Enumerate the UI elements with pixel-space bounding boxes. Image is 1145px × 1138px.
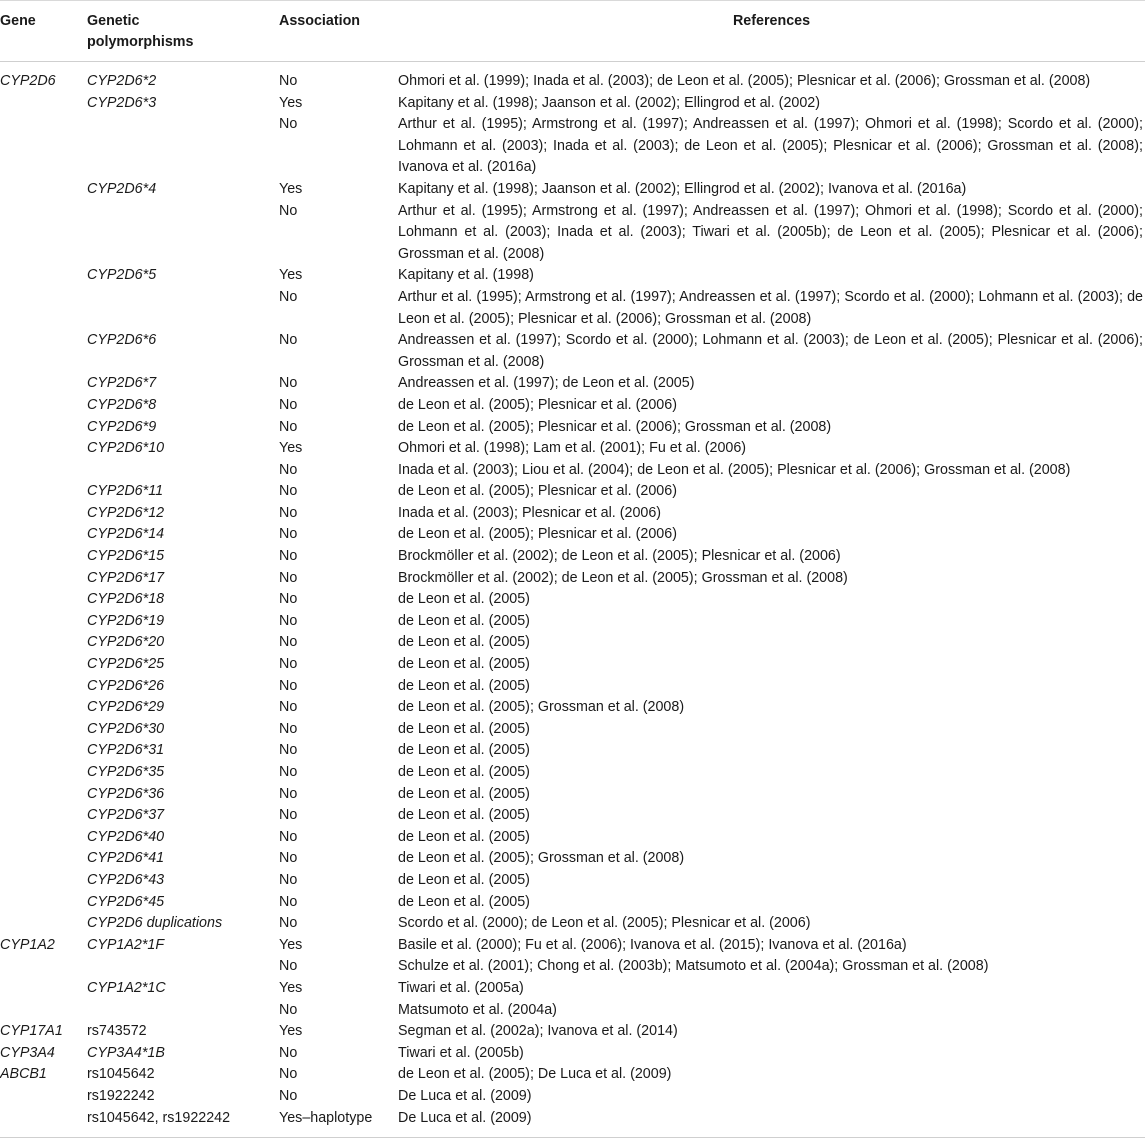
references-cell: de Leon et al. (2005); Plesnicar et al. (2006); Grossman et al. (2008) <box>398 418 832 435</box>
references-cell: Inada et al. (2003); Liou et al. (2004); de Leon et al. (2005); Plesnicar et al. (2006); Grossman et al. (2008) <box>398 461 1071 478</box>
association-cell: No <box>279 915 298 932</box>
table-row <box>0 762 1145 784</box>
gene-cell <box>0 460 87 482</box>
polymorphism-cell: CYP2D6*26 <box>87 677 165 694</box>
association-cell: Yes <box>279 180 303 197</box>
association-cell: Yes <box>279 440 303 457</box>
gene-cell <box>0 740 87 762</box>
references-cell: Kapitany et al. (1998); Jaanson et al. (2002); Ellingrod et al. (2002) <box>398 94 821 111</box>
polymorphism-cell: CYP2D6*10 <box>87 440 165 457</box>
polymorphism-cell: CYP2D6*7 <box>87 375 157 392</box>
association-cell: No <box>279 288 298 305</box>
association-cell: No <box>279 591 298 608</box>
table-row <box>0 1043 1145 1065</box>
gene-cell <box>0 827 87 849</box>
references-cell: de Leon et al. (2005); Grossman et al. (2008) <box>398 850 685 867</box>
table-row <box>0 460 1145 482</box>
association-cell: No <box>279 1087 298 1104</box>
references-cell: de Leon et al. (2005) <box>398 828 530 845</box>
gene-cell: CYP2D6 <box>0 73 56 89</box>
association-cell: Yes <box>279 267 303 284</box>
gene-cell <box>0 568 87 590</box>
association-cell: No <box>279 656 298 673</box>
header-polymorphism <box>87 1 279 62</box>
table-row <box>0 114 1145 179</box>
table-row <box>0 654 1145 676</box>
gene-cell <box>0 848 87 870</box>
references-cell: Ohmori et al. (1999); Inada et al. (2003); de Leon et al. (2005); Plesnicar et al. (2006); Grossman et al. (2008) <box>398 73 1091 89</box>
table-row <box>0 978 1145 1000</box>
association-cell: No <box>279 418 298 435</box>
table-row <box>0 201 1145 266</box>
polymorphism-cell: CYP2D6*6 <box>87 332 157 349</box>
polymorphism-cell: CYP2D6*3 <box>87 94 157 111</box>
association-cell: No <box>279 332 298 349</box>
association-cell: No <box>279 958 298 975</box>
table-row <box>0 913 1145 935</box>
association-cell: No <box>279 828 298 845</box>
table-row <box>0 568 1145 590</box>
polymorphism-cell: CYP2D6 duplications <box>87 915 223 932</box>
table-row <box>0 395 1145 417</box>
gene-cell <box>0 870 87 892</box>
gene-cell <box>0 93 87 115</box>
gene-cell <box>0 438 87 460</box>
table-row <box>0 373 1145 395</box>
polymorphism-cell: CYP2D6*40 <box>87 828 165 845</box>
polymorphism-cell: CYP2D6*37 <box>87 807 165 824</box>
references-cell: Matsumoto et al. (2004a) <box>398 1001 557 1018</box>
polymorphism-cell: CYP2D6*29 <box>87 699 165 716</box>
table-row <box>0 805 1145 827</box>
table-row <box>0 697 1145 719</box>
association-cell: No <box>279 850 298 867</box>
gene-cell <box>0 589 87 611</box>
gene-cell: CYP3A4 <box>0 1044 55 1061</box>
polymorphism-cell: CYP2D6*12 <box>87 504 165 521</box>
association-cell: No <box>279 1001 298 1018</box>
gene-cell: CYP17A1 <box>0 1023 63 1040</box>
association-cell: No <box>279 526 298 543</box>
table-row <box>0 179 1145 201</box>
gene-cell: CYP1A2 <box>0 936 55 953</box>
references-cell: de Leon et al. (2005) <box>398 893 530 910</box>
gene-cell <box>0 201 87 266</box>
association-cell: Yes <box>279 936 303 953</box>
table-row <box>0 1108 1145 1138</box>
polymorphism-cell <box>87 460 279 482</box>
gene-cell <box>0 503 87 525</box>
references-cell: Kapitany et al. (1998); Jaanson et al. (2002); Ellingrod et al. (2002); Ivanova et al. (2016a) <box>398 180 967 197</box>
polymorphism-cell: CYP2D6*25 <box>87 656 165 673</box>
polymorphism-cell <box>87 1000 279 1022</box>
association-cell: No <box>279 461 298 478</box>
polymorphism-cell: CYP2D6*17 <box>87 569 165 586</box>
gene-cell <box>0 1000 87 1022</box>
header-polymorphism-label: Genetic polymorphisms <box>87 13 194 50</box>
gene-cell <box>0 1086 87 1108</box>
polymorphism-cell <box>87 956 279 978</box>
header-association: Association <box>279 1 398 62</box>
association-cell: No <box>279 116 298 133</box>
polymorphism-cell: CYP2D6*30 <box>87 720 165 737</box>
table-row <box>0 784 1145 806</box>
polymorphism-cell: CYP1A2*1F <box>87 936 165 953</box>
gene-cell <box>0 524 87 546</box>
references-cell: de Leon et al. (2005) <box>398 785 530 802</box>
table-row <box>0 892 1145 914</box>
table-row <box>0 1000 1145 1022</box>
polymorphism-cell: CYP2D6*18 <box>87 591 165 608</box>
association-cell: No <box>279 720 298 737</box>
association-cell: No <box>279 483 298 500</box>
association-cell: No <box>279 1066 298 1083</box>
table-row <box>0 1064 1145 1086</box>
association-cell: No <box>279 612 298 629</box>
table-row <box>0 611 1145 633</box>
references-cell: Andreassen et al. (1997); Scordo et al. (2000); Lohmann et al. (2003); de Leon et al. (2005); Plesnicar et al. (2006); Grossman et al. (2008) <box>398 332 1143 370</box>
polymorphism-cell: CYP2D6*15 <box>87 548 165 565</box>
gene-cell <box>0 395 87 417</box>
gene-cell <box>0 632 87 654</box>
gene-cell <box>0 287 87 330</box>
gene-cell <box>0 762 87 784</box>
association-cell: No <box>279 73 298 89</box>
gene-cell <box>0 373 87 395</box>
table-row <box>0 265 1145 287</box>
association-cell: No <box>279 202 298 219</box>
references-cell: Kapitany et al. (1998) <box>398 267 534 284</box>
references-cell: de Leon et al. (2005); Plesnicar et al. (2006) <box>398 526 677 543</box>
table-row <box>0 503 1145 525</box>
polymorphism-cell: CYP2D6*43 <box>87 871 165 888</box>
association-cell: No <box>279 375 298 392</box>
references-cell: Arthur et al. (1995); Armstrong et al. (1997); Andreassen et al. (1997); Scordo et al. (2000); Lohmann et al. (2003); de Leon et al. (2005); Plesnicar et al. (2006); Grossman et al. (2008) <box>398 288 1143 327</box>
polymorphism-cell: CYP1A2*1C <box>87 979 166 996</box>
association-cell: No <box>279 785 298 802</box>
table-row <box>0 62 1145 93</box>
table-row <box>0 827 1145 849</box>
association-cell: No <box>279 396 298 413</box>
table-row <box>0 438 1145 460</box>
polymorphism-cell <box>87 114 279 179</box>
gene-cell <box>0 654 87 676</box>
gene-cell <box>0 676 87 698</box>
references-cell: de Leon et al. (2005) <box>398 612 530 629</box>
references-cell: de Leon et al. (2005) <box>398 742 530 759</box>
references-cell: de Leon et al. (2005) <box>398 634 530 651</box>
table-row <box>0 481 1145 503</box>
association-cell: No <box>279 699 298 716</box>
polymorphism-cell <box>87 287 279 330</box>
polymorphism-cell: rs1045642 <box>87 1066 155 1083</box>
references-cell: de Leon et al. (2005); Grossman et al. (2008) <box>398 699 685 716</box>
gene-cell <box>0 611 87 633</box>
references-cell: de Leon et al. (2005) <box>398 591 530 608</box>
references-cell: de Leon et al. (2005) <box>398 677 530 694</box>
polymorphism-cell: CYP2D6*41 <box>87 850 165 867</box>
gene-cell <box>0 1108 87 1138</box>
header-row <box>0 1 1145 62</box>
table-row <box>0 956 1145 978</box>
references-cell: Schulze et al. (2001); Chong et al. (2003b); Matsumoto et al. (2004a); Grossman et al. (2008) <box>398 958 989 975</box>
references-cell: de Leon et al. (2005); Plesnicar et al. (2006) <box>398 483 677 500</box>
references-cell: de Leon et al. (2005) <box>398 720 530 737</box>
association-cell: No <box>279 504 298 521</box>
gene-cell <box>0 697 87 719</box>
gene-cell <box>0 114 87 179</box>
gene-cell <box>0 417 87 439</box>
polymorphism-cell: CYP2D6*9 <box>87 418 157 435</box>
table-row <box>0 546 1145 568</box>
polymorphism-cell: CYP2D6*35 <box>87 764 165 780</box>
polymorphism-cell: CYP2D6*8 <box>87 396 157 413</box>
references-cell: Ohmori et al. (1998); Lam et al. (2001); Fu et al. (2006) <box>398 440 747 457</box>
references-cell: De Luca et al. (2009) <box>398 1087 532 1104</box>
polymorphism-cell: CYP2D6*2 <box>87 73 157 89</box>
association-cell: No <box>279 677 298 694</box>
polymorphism-cell: CYP2D6*19 <box>87 612 165 629</box>
references-cell: Brockmöller et al. (2002); de Leon et al. (2005); Grossman et al. (2008) <box>398 569 848 586</box>
table-header <box>0 1 1145 62</box>
table-row <box>0 1086 1145 1108</box>
gene-cell <box>0 481 87 503</box>
table-row <box>0 524 1145 546</box>
references-cell: de Leon et al. (2005) <box>398 764 530 780</box>
gene-cell <box>0 913 87 935</box>
references-cell: Tiwari et al. (2005b) <box>398 1044 524 1061</box>
gene-cell <box>0 719 87 741</box>
association-cell: No <box>279 807 298 824</box>
table-body <box>0 62 1145 1138</box>
table-row <box>0 589 1145 611</box>
references-cell: Basile et al. (2000); Fu et al. (2006); Ivanova et al. (2015); Ivanova et al. (2016a) <box>398 936 907 953</box>
gene-cell <box>0 179 87 201</box>
polymorphism-cell: CYP3A4*1B <box>87 1044 165 1061</box>
association-cell: Yes <box>279 979 303 996</box>
association-cell: Yes <box>279 1023 303 1040</box>
gene-cell <box>0 784 87 806</box>
header-gene: Gene <box>0 1 87 62</box>
polymorphism-cell: CYP2D6*45 <box>87 893 165 910</box>
references-cell: Arthur et al. (1995); Armstrong et al. (1997); Andreassen et al. (1997); Ohmori et al. (1998); Scordo et al. (2000); Lohmann et al. (2003); Inada et al. (2003); Tiwari et al. (2005b); de Leon et al. (2005); Plesnicar et al. (2006); Grossman et al. (2008) <box>398 202 1143 262</box>
polymorphism-cell: CYP2D6*4 <box>87 180 157 197</box>
association-cell: Yes <box>279 94 303 111</box>
references-cell: de Leon et al. (2005); De Luca et al. (2009) <box>398 1066 672 1083</box>
table-row <box>0 1021 1145 1043</box>
references-cell: Inada et al. (2003); Plesnicar et al. (2006) <box>398 504 662 521</box>
table-row <box>0 330 1145 373</box>
table-row <box>0 935 1145 957</box>
table-row <box>0 676 1145 698</box>
references-cell: de Leon et al. (2005) <box>398 807 530 824</box>
gene-cell <box>0 546 87 568</box>
references-cell: de Leon et al. (2005); Plesnicar et al. (2006) <box>398 396 677 413</box>
gene-cell <box>0 892 87 914</box>
gene-cell <box>0 265 87 287</box>
association-cell: Yes–haplotype <box>279 1108 398 1138</box>
references-cell: Arthur et al. (1995); Armstrong et al. (1997); Andreassen et al. (1997); Ohmori et al. (1998); Scordo et al. (2000); Lohmann et al. (2003); Inada et al. (2003); de Leon et al. (2005); Plesnicar et al. (2006); Grossman et al. (2008); Ivanova et al. (2016a) <box>398 116 1143 176</box>
association-cell: No <box>279 1044 298 1061</box>
polymorphism-cell: CYP2D6*14 <box>87 526 165 543</box>
table-row <box>0 740 1145 762</box>
references-cell: Brockmöller et al. (2002); de Leon et al. (2005); Plesnicar et al. (2006) <box>398 548 841 565</box>
association-cell: No <box>279 634 298 651</box>
table-row <box>0 287 1145 330</box>
references-cell: Segman et al. (2002a); Ivanova et al. (2014) <box>398 1023 678 1040</box>
association-cell: No <box>279 742 298 759</box>
references-cell: de Leon et al. (2005) <box>398 871 530 888</box>
polymorphism-cell <box>87 201 279 266</box>
polymorphism-cell: rs1922242 <box>87 1087 155 1104</box>
references-cell: de Leon et al. (2005) <box>398 656 530 673</box>
gene-cell <box>0 978 87 1000</box>
gene-cell <box>0 805 87 827</box>
association-cell: No <box>279 764 298 780</box>
gene-cell <box>0 330 87 373</box>
references-cell: De Luca et al. (2009) <box>398 1108 1145 1138</box>
gene-cell: ABCB1 <box>0 1066 47 1083</box>
header-references: References <box>398 1 1145 62</box>
association-cell: No <box>279 569 298 586</box>
polymorphism-cell: CYP2D6*20 <box>87 634 165 651</box>
table-row <box>0 870 1145 892</box>
table-row <box>0 93 1145 115</box>
table-row <box>0 632 1145 654</box>
references-cell: Scordo et al. (2000); de Leon et al. (2005); Plesnicar et al. (2006) <box>398 915 811 932</box>
gene-cell <box>0 956 87 978</box>
table-row <box>0 848 1145 870</box>
polymorphism-cell: rs743572 <box>87 1023 147 1040</box>
table-row <box>0 719 1145 741</box>
polymorphism-cell: CYP2D6*31 <box>87 742 165 759</box>
polymorphism-cell: CYP2D6*5 <box>87 267 157 284</box>
association-cell: No <box>279 548 298 565</box>
polymorphism-cell: CYP2D6*36 <box>87 785 165 802</box>
association-cell: No <box>279 871 298 888</box>
association-cell: No <box>279 893 298 910</box>
table-row <box>0 417 1145 439</box>
polymorphism-cell: rs1045642, rs1922242 <box>87 1108 279 1138</box>
references-cell: Tiwari et al. (2005a) <box>398 979 524 996</box>
polymorphism-cell: CYP2D6*11 <box>87 483 164 500</box>
references-cell: Andreassen et al. (1997); de Leon et al. (2005) <box>398 375 695 392</box>
